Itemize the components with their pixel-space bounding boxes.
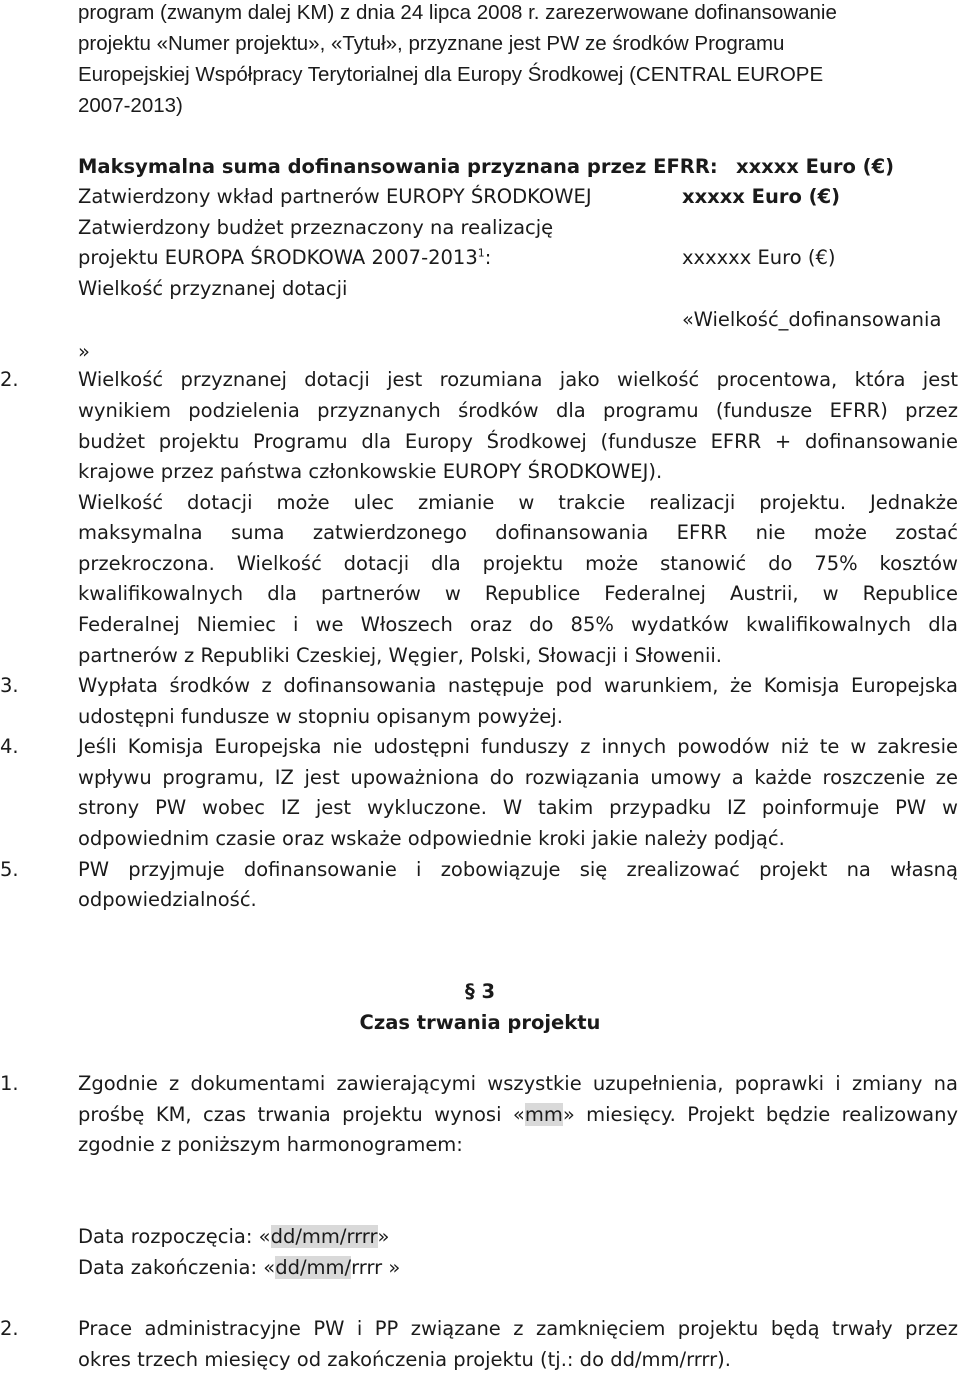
max-funding-value: xxxxx Euro (€) xyxy=(736,155,895,178)
list-item-line: budżet projektu Programu dla Europy Środkowej (fundusze EFRR + dofinansowanie xyxy=(78,430,958,453)
partners-contribution-value: xxxxx Euro (€) xyxy=(682,185,841,208)
section-title: Czas trwania projektu xyxy=(359,1011,601,1034)
list-item-line: zgodnie z poniższym harmonogramem: xyxy=(78,1133,463,1156)
list-item-line: strony PW wobec IZ jest wykluczone. W takim przypadku IZ poinformuje PW w xyxy=(78,796,958,819)
list-item-line: Prace administracyjne PW i PP związane z zamknięciem projektu będą trwały przez xyxy=(78,1317,958,1340)
section-symbol: § 3 xyxy=(464,980,496,1003)
list-item-line: Wielkość przyznanej dotacji jest rozumiana jako wielkość procentowa, która jest xyxy=(78,368,958,391)
start-date-field: dd/mm/rrrr xyxy=(270,1225,378,1248)
end-date: Data zakończenia: «dd/mm/rrrr » xyxy=(78,1256,401,1279)
intro-line: program (zwanym dalej KM) z dnia 24 lipca 2008 r. zarezerwowane dofinansowanie xyxy=(78,1,837,24)
intro-line: Europejskiej Współpracy Terytorialnej dla Europy Środkowej (CENTRAL EUROPE xyxy=(78,63,824,86)
list-item-line: wynikiem podzielenia przyznanych środków dla programu (fundusze EFRR) przez xyxy=(78,399,958,422)
list-item-line: Federalnej Niemiec i we Włoszech oraz do 85% wydatków kwalifikowalnych dla xyxy=(78,613,958,636)
grant-size-close: » xyxy=(78,340,90,363)
duration-field: mm xyxy=(524,1103,563,1126)
list-item-line: odpowiednim czasie oraz wskaże odpowiednie kroki jakie należy podjąć. xyxy=(78,827,785,850)
list-item-line: maksymalna suma zatwierdzonego dofinansowania EFRR nie może zostać xyxy=(78,521,958,544)
grant-size-value: «Wielkość_dofinansowania xyxy=(682,308,942,331)
list-item-number: 2. xyxy=(0,368,19,391)
list-item-number: 4. xyxy=(0,735,19,758)
list-item-line: Wypłata środków z dofinansowania następuje pod warunkiem, że Komisja Europejska xyxy=(78,674,958,697)
list-item-line: prośbę KM, czas trwania projektu wynosi «mm» miesięcy. Projekt będzie realizowany xyxy=(78,1103,958,1126)
list-item-number: 5. xyxy=(0,858,19,881)
list-item-line: PW przyjmuje dofinansowanie i zobowiązuje się zrealizować projekt na własną xyxy=(78,858,958,881)
list-item-line: odpowiedzialność. xyxy=(78,888,257,911)
list-item-line: partnerów z Republiki Czeskiej, Węgier, Polski, Słowacji i Słowenii. xyxy=(78,644,722,667)
end-date-field: dd/mm/ xyxy=(275,1256,352,1279)
budget-label-cont: projektu EUROPA ŚRODKOWA 2007-2013$^1$: xyxy=(78,246,492,269)
budget-label: Zatwierdzony budżet przeznaczony na realizację xyxy=(78,216,554,239)
list-item-line: okres trzech miesięcy od zakończenia projektu (tj.: do dd/mm/rrrr). xyxy=(78,1348,731,1371)
list-item-line: przekroczona. Wielkość dotacji dla projektu może stanowić do 75% kosztów xyxy=(78,552,958,575)
list-item-line: Jeśli Komisja Europejska nie udostępni funduszy z innych powodów niż te w zakresie xyxy=(78,735,958,758)
list-item-number: 1. xyxy=(0,1072,19,1095)
list-item-line: kwalifikowalnych dla partnerów w Republice Federalnej Austrii, w Republice xyxy=(78,582,958,605)
list-item-line: udostępni fundusze w stopniu opisanym powyżej. xyxy=(78,705,563,728)
list-item-line: Wielkość dotacji może ulec zmianie w trakcie realizacji projektu. Jednakże xyxy=(78,491,958,514)
partners-contribution-label: Zatwierdzony wkład partnerów EUROPY ŚRODKOWEJ xyxy=(78,185,592,208)
list-item-line: krajowe przez państwa członkowskie EUROPY ŚRODKOWEJ). xyxy=(78,460,663,483)
list-item-line: wpływu programu, IZ jest upoważniona do rozwiązania umowy a każde roszczenie ze xyxy=(78,766,958,789)
footnote-marker: 1 xyxy=(477,246,485,260)
max-funding-label: Maksymalna suma dofinansowania przyznana przez EFRR: xyxy=(78,155,718,178)
budget-value: xxxxxx Euro (€) xyxy=(682,246,836,269)
start-date: Data rozpoczęcia: «dd/mm/rrrr» xyxy=(78,1225,390,1248)
list-item-number: 2. xyxy=(0,1317,19,1340)
intro-line: 2007-2013) xyxy=(78,94,183,117)
list-item-line: Zgodnie z dokumentami zawierającymi wszystkie uzupełnienia, poprawki i zmiany na xyxy=(78,1072,958,1095)
list-item-number: 3. xyxy=(0,674,19,697)
intro-line: projektu «Numer projektu», «Tytuł», przyznane jest PW ze środków Programu xyxy=(78,32,785,55)
grant-size-label: Wielkość przyznanej dotacji xyxy=(78,277,348,300)
